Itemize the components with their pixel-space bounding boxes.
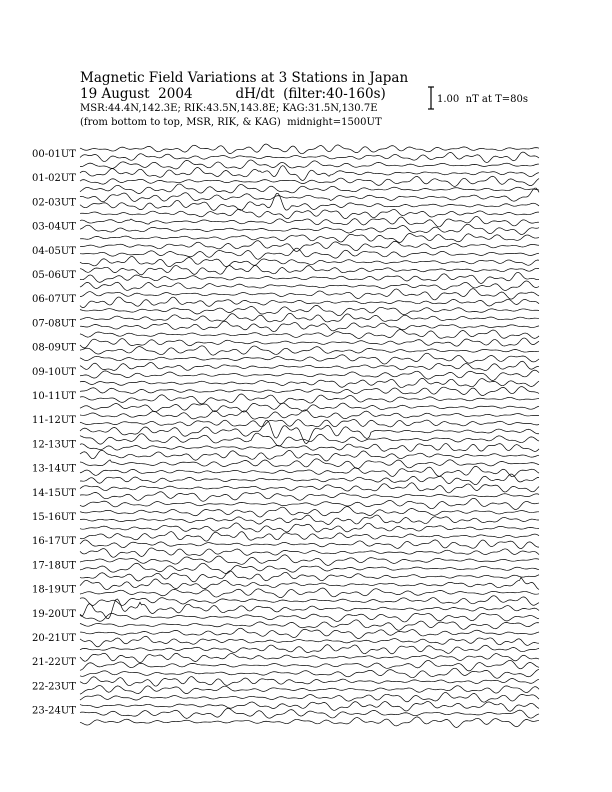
station-trace <box>80 548 539 557</box>
station-trace <box>80 420 539 427</box>
station-trace <box>80 184 539 194</box>
hour-label: 02-03UT <box>32 197 76 209</box>
station-trace <box>80 289 539 300</box>
station-trace <box>80 361 539 370</box>
station-trace <box>80 272 539 283</box>
station-trace <box>80 563 539 573</box>
hour-label: 03-04UT <box>32 221 76 233</box>
station-trace <box>80 443 539 451</box>
hour-label: 20-21UT <box>32 633 76 644</box>
station-trace <box>80 410 539 419</box>
station-trace <box>80 555 539 565</box>
station-trace <box>80 645 539 654</box>
hour-label: 18-19UT <box>32 584 76 596</box>
chart-title: Magnetic Field Variations at 3 Stations in Japan <box>80 70 409 86</box>
station-trace <box>80 166 539 181</box>
hour-label: 08-09UT <box>32 342 76 354</box>
station-trace <box>80 346 539 355</box>
station-trace <box>80 330 539 339</box>
hour-label: 13-14UT <box>32 463 76 475</box>
station-trace <box>80 370 539 380</box>
station-trace <box>80 209 539 219</box>
station-trace <box>80 378 539 387</box>
station-trace <box>80 571 539 582</box>
station-trace <box>80 265 539 274</box>
station-trace <box>80 540 539 549</box>
station-trace <box>80 248 539 259</box>
station-trace <box>80 474 539 485</box>
station-trace <box>80 717 539 728</box>
station-trace <box>80 596 539 606</box>
station-trace <box>80 466 539 476</box>
station-trace <box>80 660 539 671</box>
station-trace <box>80 701 539 711</box>
hour-label: 11-12UT <box>32 415 76 427</box>
station-trace <box>80 685 539 694</box>
station-trace <box>80 677 539 686</box>
station-trace <box>80 588 539 598</box>
station-trace <box>80 313 539 322</box>
station-trace <box>80 144 539 154</box>
hour-label: 01-02UT <box>32 173 76 185</box>
hour-label: 14-15UT <box>32 487 76 499</box>
station-trace <box>80 708 539 718</box>
station-trace <box>80 613 539 622</box>
station-trace <box>80 515 539 524</box>
station-trace <box>80 353 539 364</box>
station-trace <box>80 160 539 169</box>
station-coordinates: MSR:44.4N,142.3E; RIK:43.5N,143.8E; KAG:31.5N,130.7E <box>80 103 378 114</box>
station-trace <box>80 459 539 469</box>
date-text: 19 August 2004 <box>80 86 193 102</box>
station-trace <box>80 305 539 315</box>
station-trace <box>80 394 539 404</box>
hour-label: 04-05UT <box>32 245 76 257</box>
station-trace <box>80 523 539 532</box>
station-trace <box>80 321 539 331</box>
station-trace <box>80 176 539 186</box>
station-order-note: (from bottom to top, MSR, RIK, & KAG) midnight=1500UT <box>80 117 382 128</box>
hour-label: 21-22UT <box>32 657 76 669</box>
hour-label: 12-13UT <box>32 439 76 451</box>
station-trace <box>80 668 539 678</box>
hour-label: 09-10UT <box>32 366 76 378</box>
station-trace <box>80 692 539 702</box>
station-trace <box>80 387 539 396</box>
station-trace <box>80 498 539 509</box>
hour-label: 16-17UT <box>32 536 76 548</box>
station-trace <box>80 577 539 589</box>
hour-label: 22-23UT <box>32 681 76 693</box>
station-trace <box>80 281 539 290</box>
scale-bar-label: 1.00 nT at T=80s <box>437 94 528 105</box>
station-trace <box>80 297 539 308</box>
hour-label: 05-06UT <box>32 270 76 281</box>
hour-label: 15-16UT <box>32 512 76 523</box>
station-trace <box>80 483 539 493</box>
hour-label: 10-11UT <box>32 391 76 402</box>
hour-label: 17-18UT <box>32 560 76 572</box>
station-trace <box>80 403 539 412</box>
hour-label: 23-24UT <box>32 705 76 717</box>
station-trace <box>80 628 539 638</box>
station-trace <box>80 188 539 202</box>
station-trace <box>80 257 539 267</box>
station-trace <box>80 224 539 234</box>
station-trace <box>80 636 539 647</box>
station-trace <box>80 450 539 461</box>
station-trace <box>80 241 539 252</box>
station-trace <box>80 338 539 348</box>
station-trace <box>80 234 539 243</box>
station-trace <box>80 620 539 630</box>
quantity-text: dH/dt (filter:40-160s) <box>235 86 386 102</box>
scale-bar <box>428 87 434 109</box>
hour-label: 00-01UT <box>32 149 76 160</box>
hour-label: 19-20UT <box>32 608 76 620</box>
station-trace <box>80 152 539 162</box>
hour-label: 07-08UT <box>32 318 76 330</box>
station-trace <box>80 653 539 662</box>
station-trace <box>80 532 539 542</box>
hour-label: 06-07UT <box>32 294 76 306</box>
